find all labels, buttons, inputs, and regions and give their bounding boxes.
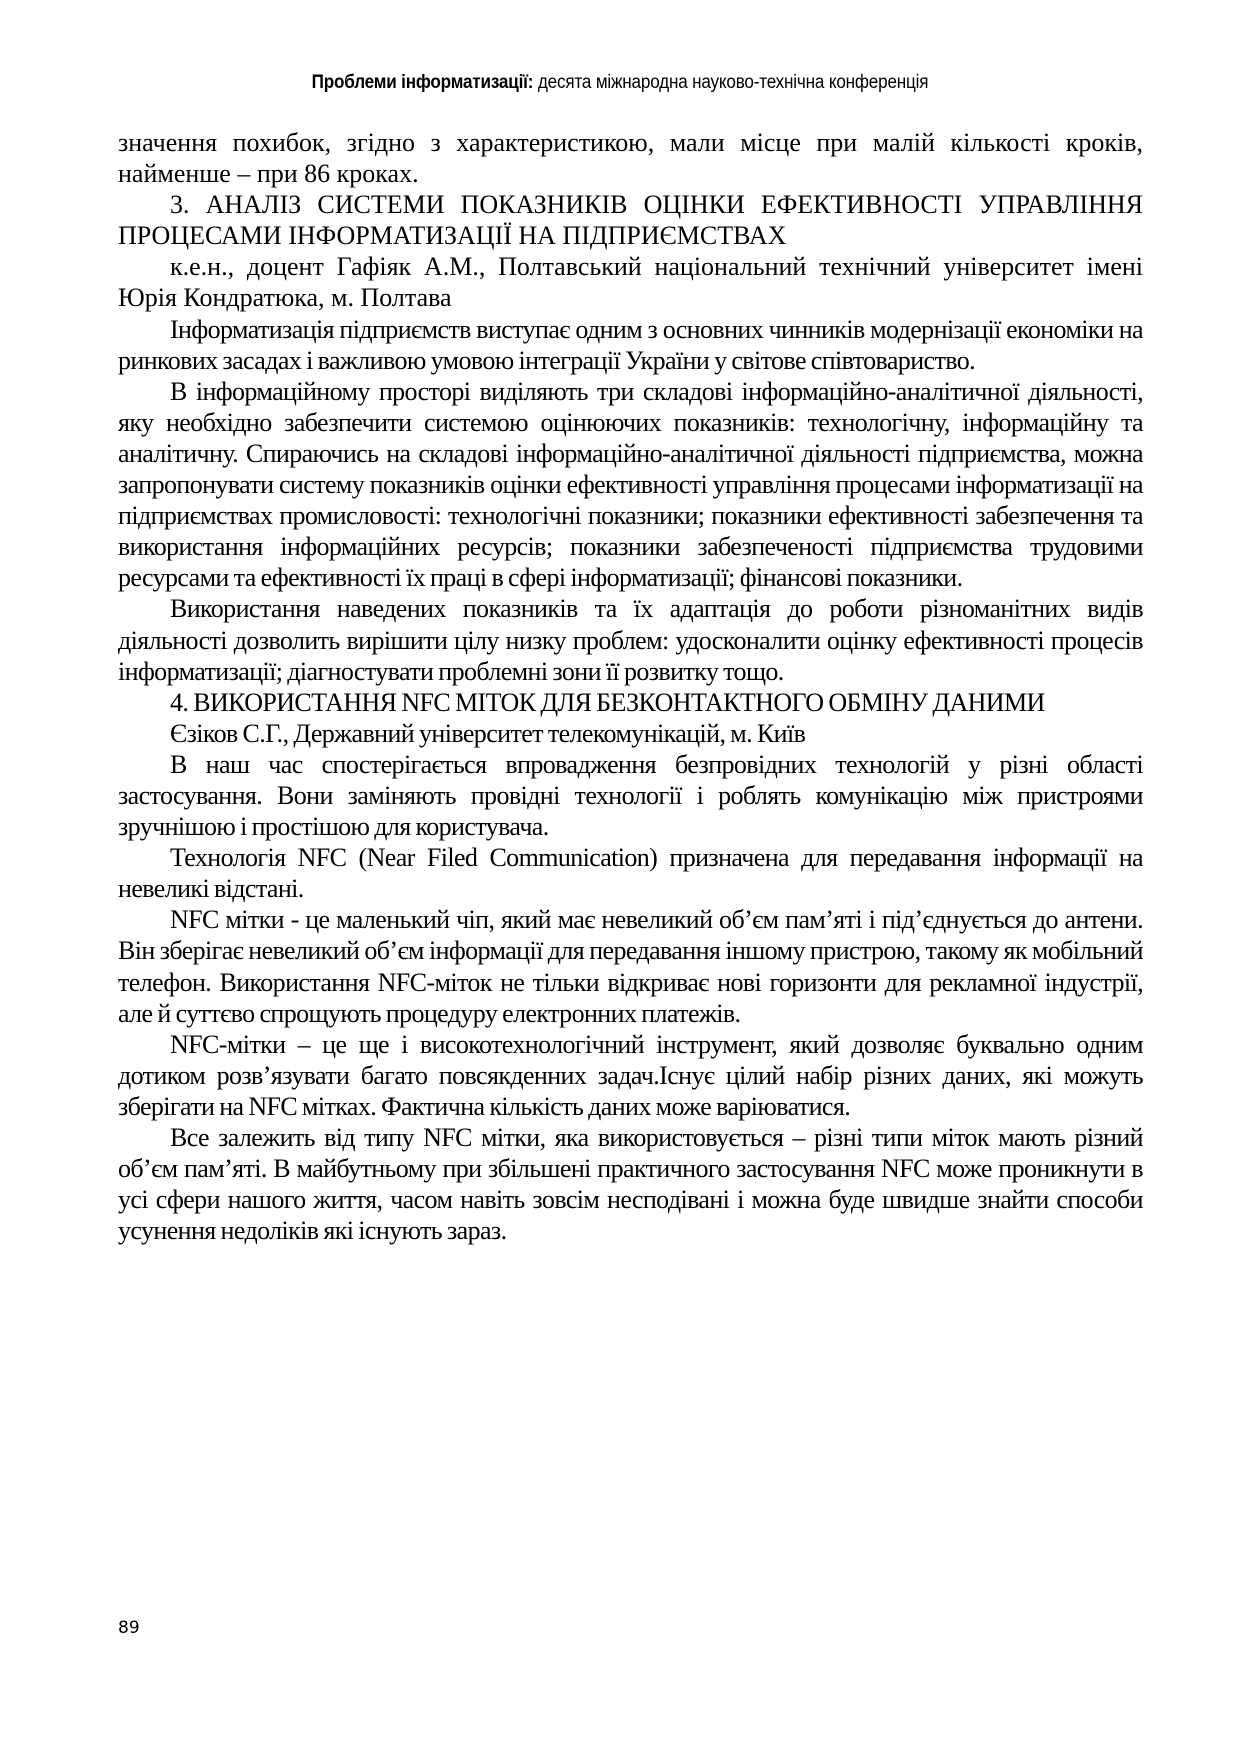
article-body: [118, 127, 1143, 1246]
paragraph: Все залежить від типу NFC мітки, яка використовується – різні типи міток мають різний об’єм пам’яті. В майбутньому при збільшені практичного застосування NFC може проникнути в усі сфери нашого життя, часом навіть зовсім несподівані і можна буде швидше знайти способи усунення недоліків які існують зараз.: [118, 1123, 1143, 1246]
paragraph: В інформаційному просторі виділяють три складові інформаційно-аналітичної діяльності, яку необхідно забезпечити системою оцінюючих показників: технологічну, інформаційну та аналітичну. Спираючись на складові інформаційно-аналітичної діяльності підприємства, можна запропонувати систему показників оцінки ефективності управління процесами інформатизації на підприємствах промисловості: технологічні показники; показники ефективності забезпечення та використання інформаційних ресурсів; показники забезпеченості підприємства трудовими ресурсами та ефективності їх праці в сфері інформатизації; фінансові показники.: [118, 376, 1143, 593]
running-header: [62, 72, 1178, 94]
conference-title-rest: десята міжнародна науково-технічна конференція: [533, 72, 929, 93]
paragraph: NFC мітки - це маленький чіп, який має невеликий об’єм пам’яті і під’єднується до антени. Він зберігає невеликий об’єм інформації для передавання іншому пристрою, такому як мобільний телефон. Використання NFC-міток не тільки відкриває нові горизонти для рекламної індустрії, але й суттєво спрощують процедуру електронних платежів.: [118, 905, 1143, 1028]
author-affiliation-4: Єзіков С.Г., Державний університет телекомунікацій, м. Київ: [170, 718, 806, 748]
author-affiliation-3: к.е.н., доцент Гафіяк А.М., Полтавський національний технічний університет імені Юрія Кондратюка, м. Полтава: [118, 252, 1143, 313]
section-heading-4: 4. ВИКОРИСТАННЯ NFC МІТОК ДЛЯ БЕЗКОНТАКТНОГО ОБМІНУ ДАНИМИ: [170, 687, 1045, 717]
paragraph: NFC-мітки – це ще і високотехнологічний інструмент, який дозволяє буквально одним дотиком розв’язувати багато повсякденних задач.Існує цілий набір різних даних, які можуть зберігати на NFC мітках. Фактична кількість даних може варіюватися.: [118, 1029, 1143, 1121]
conference-title-bold: Проблеми інформатизації:: [311, 72, 534, 93]
paragraph: Інформатизація підприємств виступає одним з основних чинників модернізації економіки на ринкових засадах і важливою умовою інтеграції України у світове співтовариство.: [118, 314, 1143, 375]
section-heading-3: 3. АНАЛІЗ СИСТЕМИ ПОКАЗНИКІВ ОЦІНКИ ЕФЕКТИВНОСТІ УПРАВЛІННЯ ПРОЦЕСАМИ ІНФОРМАТИЗАЦІЇ НА ПІДПРИЄМСТВАХ: [118, 190, 1143, 251]
paragraph-continuation: значення похибок, згідно з характеристикою, мали місце при малій кількості кроків, найменше – при 86 кроках.: [118, 128, 1143, 189]
paragraph: В наш час спостерігається впровадження безпровідних технологій у різні області застосування. Вони заміняють провідні технології і роблять комунікацію між пристроями зручнішою і простішою для користувача.: [118, 749, 1143, 842]
paragraph: Технологія NFC (Near Filed Communication) призначена для передавання інформації на невеликі відстані.: [118, 843, 1143, 904]
page-number: 89: [118, 1618, 140, 1638]
paragraph: Використання наведених показників та їх адаптація до роботи різноманітних видів діяльності дозволить вирішити цілу низку проблем: удосконалити оцінку ефективності процесів інформатизації; діагностувати проблемні зони її розвитку тощо.: [118, 594, 1143, 686]
